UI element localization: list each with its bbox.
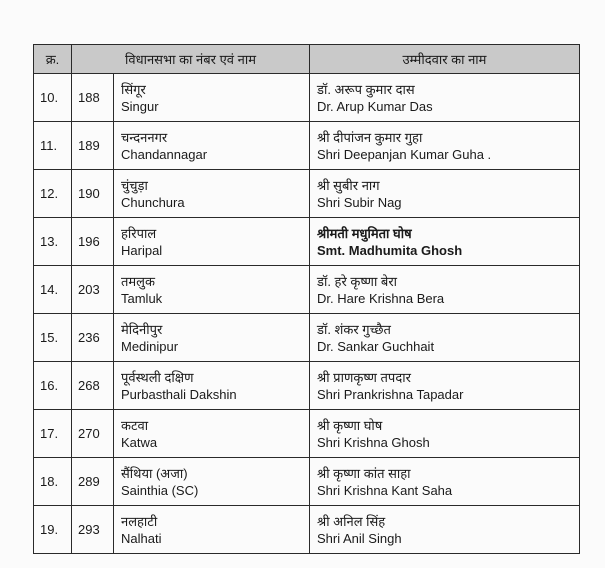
serial-number: 14. [34, 266, 72, 314]
constituency-cell [114, 74, 310, 122]
candidate-name-hindi: डॉ. अरूप कुमार दास [317, 81, 415, 97]
header-serial: क्र. [34, 45, 72, 74]
candidate-cell [310, 218, 580, 266]
candidate-name-english: Shri Deepanjan Kumar Guha . [317, 146, 492, 162]
constituency-number: 190 [72, 170, 114, 218]
candidate-name-hindi: श्री प्राणकृष्ण तपदार [317, 369, 411, 385]
constituency-cell [114, 314, 310, 362]
constituency-name-hindi: चुंचुड़ा [121, 177, 148, 193]
constituency-cell [114, 170, 310, 218]
constituency-name-hindi: तमलुक [121, 273, 155, 289]
table-row [34, 458, 580, 506]
table-row [34, 314, 580, 362]
constituency-name-english: Sainthia (SC) [121, 482, 199, 498]
candidate-cell [310, 362, 580, 410]
constituency-number: 289 [72, 458, 114, 506]
constituency-name-english: Nalhati [121, 530, 162, 546]
constituency-number: 203 [72, 266, 114, 314]
table-header-row [34, 45, 580, 74]
constituency-name-english: Chunchura [121, 194, 185, 210]
candidate-name-hindi: डॉ. हरे कृष्णा बेरा [317, 273, 398, 289]
candidate-name-english: Shri Krishna Kant Saha [317, 482, 453, 498]
candidate-name-english: Dr. Hare Krishna Bera [317, 290, 445, 306]
table-row [34, 506, 580, 554]
serial-number: 16. [34, 362, 72, 410]
header-candidate: उम्मीदवार का नाम [310, 45, 580, 74]
candidate-cell [310, 458, 580, 506]
candidate-cell [310, 410, 580, 458]
serial-number: 13. [34, 218, 72, 266]
constituency-cell [114, 506, 310, 554]
candidate-table [33, 44, 580, 554]
candidate-cell [310, 314, 580, 362]
constituency-number: 188 [72, 74, 114, 122]
candidate-name-hindi: श्री दीपांजन कुमार गुहा [317, 129, 423, 145]
table-row [34, 410, 580, 458]
constituency-number: 236 [72, 314, 114, 362]
constituency-name-hindi: नलहाटी [121, 513, 158, 529]
constituency-name-english: Purbasthali Dakshin [121, 386, 237, 402]
constituency-name-hindi: सैंथिया (अजा) [121, 465, 188, 481]
constituency-number: 268 [72, 362, 114, 410]
constituency-name-english: Tamluk [121, 290, 163, 306]
constituency-number: 189 [72, 122, 114, 170]
constituency-cell [114, 362, 310, 410]
candidate-name-hindi: श्री सुबीर नाग [317, 177, 380, 193]
constituency-name-english: Singur [121, 98, 159, 114]
candidate-name-english: Dr. Sankar Guchhait [317, 338, 435, 354]
candidate-name-english: Shri Anil Singh [317, 530, 402, 546]
candidate-cell [310, 122, 580, 170]
candidate-name-hindi: श्री अनिल सिंह [317, 513, 386, 529]
table-row [34, 122, 580, 170]
serial-number: 17. [34, 410, 72, 458]
candidate-list-document [33, 44, 579, 554]
constituency-name-hindi: कटवा [121, 417, 149, 433]
constituency-number: 196 [72, 218, 114, 266]
serial-number: 10. [34, 74, 72, 122]
constituency-name-english: Haripal [121, 242, 163, 258]
table-row [34, 266, 580, 314]
candidate-cell [310, 74, 580, 122]
candidate-name-english: Smt. Madhumita Ghosh [317, 242, 463, 258]
constituency-cell [114, 266, 310, 314]
serial-number: 12. [34, 170, 72, 218]
serial-number: 15. [34, 314, 72, 362]
candidate-name-english: Shri Prankrishna Tapadar [317, 386, 464, 402]
candidate-cell [310, 170, 580, 218]
constituency-number: 270 [72, 410, 114, 458]
candidate-name-hindi: डॉ. शंकर गुच्छैत [317, 321, 391, 337]
table-row [34, 218, 580, 266]
constituency-number: 293 [72, 506, 114, 554]
constituency-name-english: Katwa [121, 434, 158, 450]
candidate-name-english: Shri Krishna Ghosh [317, 434, 430, 450]
constituency-cell [114, 458, 310, 506]
candidate-cell [310, 506, 580, 554]
candidate-name-english: Shri Subir Nag [317, 194, 402, 210]
candidate-cell [310, 266, 580, 314]
constituency-name-hindi: सिंगूर [121, 81, 146, 97]
constituency-name-hindi: पूर्वस्थली दक्षिण [121, 369, 194, 385]
constituency-cell [114, 410, 310, 458]
constituency-name-english: Chandannagar [121, 146, 208, 162]
constituency-cell [114, 218, 310, 266]
candidate-name-hindi: श्रीमती मधुमिता घोष [317, 225, 412, 241]
constituency-name-english: Medinipur [121, 338, 179, 354]
constituency-name-hindi: हरिपाल [121, 225, 157, 241]
candidate-name-hindi: श्री कृष्णा घोष [317, 417, 383, 433]
serial-number: 19. [34, 506, 72, 554]
table-row [34, 74, 580, 122]
constituency-cell [114, 122, 310, 170]
constituency-name-hindi: मेदिनीपुर [121, 321, 163, 337]
table-row [34, 362, 580, 410]
constituency-name-hindi: चन्दननगर [121, 129, 168, 145]
header-constituency: विधानसभा का नंबर एवं नाम [72, 45, 310, 74]
candidate-name-english: Dr. Arup Kumar Das [317, 98, 433, 114]
candidate-name-hindi: श्री कृष्णा कांत साहा [317, 465, 411, 481]
serial-number: 11. [34, 122, 72, 170]
table-row [34, 170, 580, 218]
serial-number: 18. [34, 458, 72, 506]
